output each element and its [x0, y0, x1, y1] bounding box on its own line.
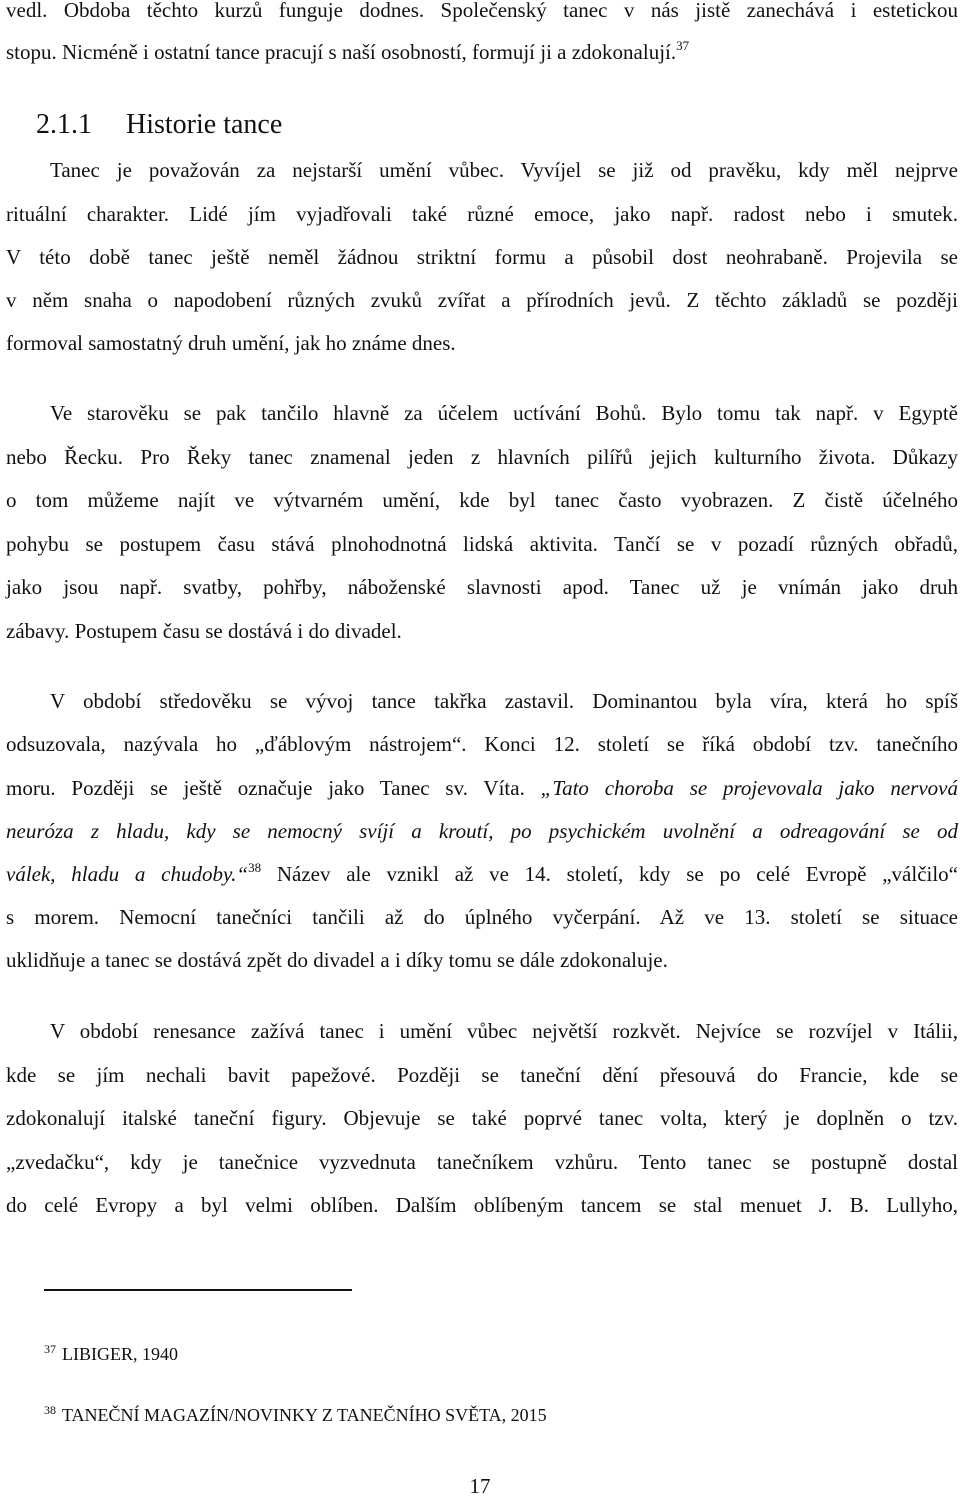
text-line: o tom můžeme najít ve výtvarném umění, kde byl tanec často vyobrazen. Z čistě účelného — [6, 488, 958, 512]
text-line: kde se jím nechali bavit papežové. Později se taneční dění přesouvá do Francie, kde se — [6, 1063, 958, 1087]
text-line: nebo Řecku. Pro Řeky tanec znamenal jeden z hlavních pilířů jejich kulturního života. Důkazy — [6, 445, 958, 469]
text-line: v něm snaha o napodobení různých zvuků zvířat a přírodních jevů. Z těchto základů se později — [6, 288, 958, 312]
footnote — [44, 1342, 178, 1366]
text-line: V této době tanec ještě neměl žádnou striktní formu a působil dost neohrabaně. Projevila se — [6, 245, 958, 269]
text-line: V období středověku se vývoj tance takřka zastavil. Dominantou byla víra, která ho spíš — [50, 689, 958, 713]
footnote-mark: 38 — [44, 1403, 56, 1417]
text-line: stopu. Nicméně i ostatní tance pracují s naší osobností, formují ji a zdokonalují.$^{37}$ — [6, 38, 690, 64]
footnote-text: TANEČNÍ MAGAZÍN/NOVINKY Z TANEČNÍHO SVĚTA, 2015 — [62, 1405, 547, 1425]
text-line: Ve starověku se pak tančilo hlavně za účelem uctívání Bohů. Bylo tomu tak např. v Egyptě — [50, 401, 958, 425]
footnote-separator — [44, 1289, 352, 1291]
text-line: formoval samostatný druh umění, jak ho známe dnes. — [6, 331, 456, 355]
text-line: „zvedačku“, kdy je tanečnice vyzvednuta tanečníkem vzhůru. Tento tanec se postupně dostal — [6, 1150, 958, 1174]
section-number: 2.1.1 — [36, 109, 92, 140]
section-heading — [36, 108, 282, 142]
footnote-ref: 38 — [248, 860, 262, 875]
quote-text: neuróza z hladu, kdy se nemocný svíjí a kroutí, po psychickém uvolnění a odreagování se od — [6, 819, 958, 843]
text-line: zdokonalují italské taneční figury. Objevuje se také poprvé tanec volta, který je doplněn o tzv. — [6, 1106, 958, 1130]
text-line: jako jsou např. svatby, pohřby, náboženské slavnosti apod. Tanec už je vnímán jako druh — [6, 575, 958, 599]
text-line: Tanec je považován za nejstarší umění vůbec. Vyvíjel se již od pravěku, kdy měl nejprve — [50, 158, 958, 182]
text-line: odsuzovala, nazývala ho „ďáblovým nástrojem“. Konci 12. století se říká období tzv. tanečního — [6, 732, 958, 756]
text-line: s morem. Nemocní tanečníci tančili až do úplného vyčerpání. Až ve 13. století se situace — [6, 905, 958, 929]
text-line: válek, hladu a chudoby.“$^{38}$ Název ale vznikl až ve 14. století, kdy se po celé Evropě „válčilo“ — [6, 860, 959, 886]
text-line: pohybu se postupem času stává plnohodnotná lidská aktivita. Tančí se v pozadí různých obřadů, — [6, 532, 958, 556]
footnote — [44, 1403, 547, 1427]
text-line: moru. Později se ještě označuje jako Tanec sv. Víta. „Tato choroba se projevovala jako nervová — [6, 776, 958, 800]
section-title: Historie tance — [126, 109, 283, 140]
text-line: do celé Evropy a byl velmi oblíben. Dalším oblíbeným tancem se stal menuet J. B. Lullyho, — [6, 1193, 958, 1217]
text-line — [6, 817, 958, 845]
text-line: rituální charakter. Lidé jím vyjadřovali také různé emoce, jako např. radost nebo i smutek. — [6, 202, 958, 226]
footnote-mark: 37 — [44, 1342, 56, 1356]
footnote-text: LIBIGER, 1940 — [62, 1344, 178, 1364]
text-line: uklidňuje a tanec se dostává zpět do divadel a i díky tomu se dále zdokonaluje. — [6, 948, 668, 972]
footnote-ref: 37 — [676, 38, 690, 53]
quote-text: válek, hladu a chudoby.“ — [6, 862, 249, 886]
text-line: vedl. Obdoba těchto kurzů funguje dodnes. Společenský tanec v nás jistě zanechává i estetickou — [6, 0, 958, 22]
quote-text: „Tato choroba se projevovala jako nervová — [540, 776, 958, 800]
text-line: zábavy. Postupem času se dostává i do divadel. — [6, 619, 402, 643]
page-number: 17 — [469, 1474, 491, 1498]
text-line: V období renesance zažívá tanec i umění vůbec největší rozkvět. Nejvíce se rozvíjel v Itálii, — [50, 1019, 958, 1043]
